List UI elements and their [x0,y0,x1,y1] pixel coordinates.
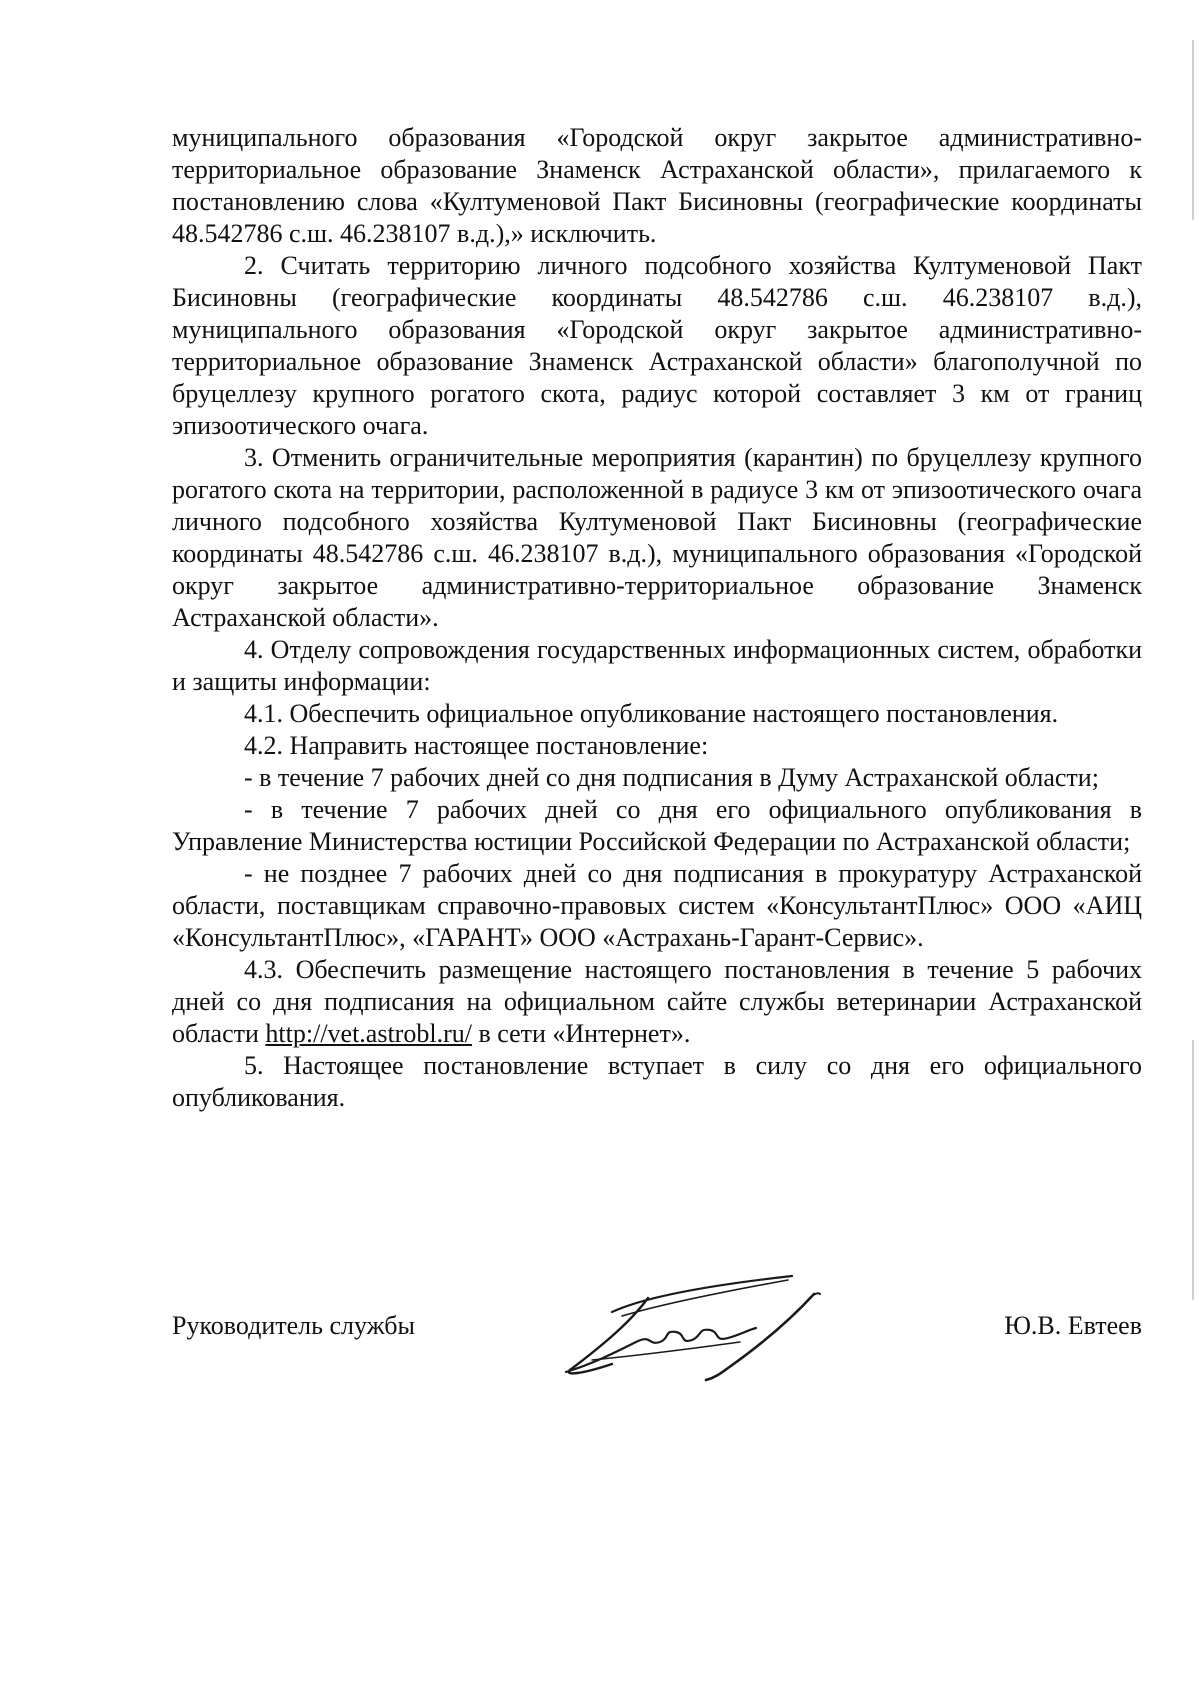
item-2: 2. Считать территорию личного подсобного хозяйства Култуменовой Пакт Бисиновны (географические координаты 48.542786 с.ш. 46.238107 в.д.), муниципального образования «Городской округ закрытое административно-территориальное образование Знаменск Астраханской области» благополучной по бруцеллезу крупного рогатого скота, радиус которой составляет 3 км от границ эпизоотического очага. [172,251,1142,440]
item-5: 5. Настоящее постановление вступает в силу со дня его официального опубликования. [172,1051,1142,1112]
signatory-position: Руководитель службы [172,1311,415,1340]
vet-site-link[interactable]: http://vet.astrobl.ru/ [265,1019,472,1048]
scan-edge-mark [1192,40,1194,220]
item-4-2: 4.2. Направить настоящее постановление: [244,731,709,760]
scan-edge-mark [1192,1040,1194,1300]
handwritten-signature-icon [552,1268,832,1386]
item-4: 4. Отделу сопровождения государственных информационных систем, обработки и защиты информации: [172,635,1142,696]
document-body [172,122,1142,1114]
intro-continuation: муниципального образования «Городской округ закрытое административно-территориальное образование Знаменск Астраханской области», прилагаемого к постановлению слова «Култуменовой Пакт Бисиновны (географические координаты 48.542786 с.ш. 46.238107 в.д.),» исключить. [172,123,1142,248]
item-3: 3. Отменить ограничительные мероприятия (карантин) по бруцеллезу крупного рогатого скота на территории, расположенной в радиусе 3 км от эпизоотического очага личного подсобного хозяйства Култуменовой Пакт Бисиновны (географические координаты 48.542786 с.ш. 46.238107 в.д.), муниципального образования «Городской округ закрытое административно-территориальное образование Знаменск Астраханской области». [172,443,1142,632]
item-4-1: 4.1. Обеспечить официальное опубликование настоящего постановления. [244,699,1059,728]
item-4-3-text: 4.3. Обеспечить размещение настоящего постановления в течение 5 рабочих дней со дня подписания на официальном сайте службы ветеринарии Астраханской области [172,955,1142,1048]
item-4-2-duma: - в течение 7 рабочих дней со дня подписания в Думу Астраханской области; [244,763,1099,792]
item-4-2-ministry: - в течение 7 рабочих дней со дня его официального опубликования в Управление Министерства юстиции Российской Федерации по Астраханской области; [172,795,1142,856]
item-4-2-prosecutor: - не позднее 7 рабочих дней со дня подписания в прокуратуру Астраханской области, поставщикам справочно-правовых систем «КонсультантПлюс» ООО «АИЦ «КонсультантПлюс», «ГАРАНТ» ООО «Астрахань-Гарант-Сервис». [172,859,1142,952]
item-4-3 [172,954,1142,1050]
item-4-3-text-end: в сети «Интернет». [471,1019,691,1048]
signatory-name: Ю.В. Евтеев [1004,1311,1142,1340]
